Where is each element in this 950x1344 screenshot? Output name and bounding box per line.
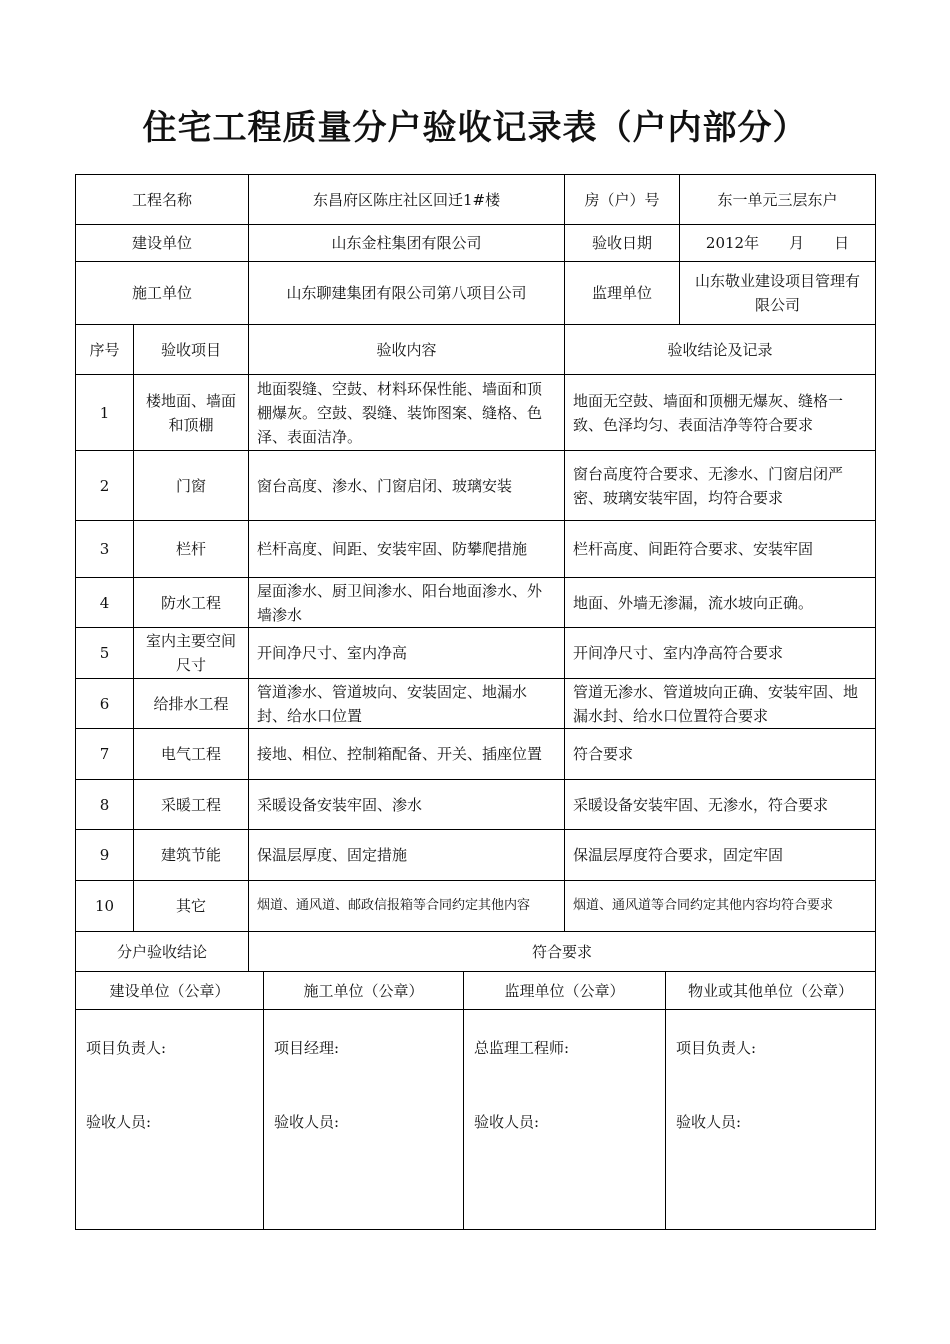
row-no: 1 — [76, 375, 134, 451]
row-content: 烟道、通风道、邮政信报箱等合同约定其他内容 — [249, 881, 565, 932]
lead-signature-line: 项目负责人: — [86, 1039, 167, 1057]
inspectors-signature-line: 验收人员: — [274, 1113, 340, 1131]
signature-cell — [264, 1010, 464, 1230]
row-content: 采暖设备安装牢固、渗水 — [249, 780, 565, 830]
row-no: 6 — [76, 679, 134, 729]
col-header-no: 序号 — [76, 325, 134, 375]
row-item: 其它 — [134, 881, 249, 932]
table-row — [76, 375, 876, 451]
row-no: 2 — [76, 451, 134, 521]
row-item: 电气工程 — [134, 729, 249, 780]
table-row — [76, 451, 876, 521]
col-header-result: 验收结论及记录 — [565, 325, 876, 375]
supervisor-label: 监理单位 — [565, 262, 680, 325]
lead-signature-line: 项目负责人: — [676, 1039, 757, 1057]
row-item: 门窗 — [134, 451, 249, 521]
row-content: 开间净尺寸、室内净高 — [249, 628, 565, 679]
acceptance-table — [75, 174, 876, 972]
row-result: 地面、外墙无渗漏，流水坡向正确。 — [565, 578, 876, 628]
row-result: 地面无空鼓、墙面和顶棚无爆灰、缝格一致、色泽均匀、表面洁净等符合要求 — [565, 375, 876, 451]
acceptance-date-value: 2012年 月 日 — [680, 225, 876, 262]
acceptance-date-label: 验收日期 — [565, 225, 680, 262]
contractor-value: 山东聊建集团有限公司第八项目公司 — [249, 262, 565, 325]
row-result: 栏杆高度、间距符合要求、安装牢固 — [565, 521, 876, 578]
signature-cell — [666, 1010, 876, 1230]
row-item: 楼地面、墙面和顶棚 — [134, 375, 249, 451]
row-result: 采暖设备安装牢固、无渗水，符合要求 — [565, 780, 876, 830]
party-builder: 建设单位（公章） — [76, 972, 264, 1010]
table-row — [76, 830, 876, 881]
col-header-content: 验收内容 — [249, 325, 565, 375]
row-content: 接地、相位、控制箱配备、开关、插座位置 — [249, 729, 565, 780]
inspectors-signature-line: 验收人员: — [86, 1113, 152, 1131]
row-result: 开间净尺寸、室内净高符合要求 — [565, 628, 876, 679]
contractor-label: 施工单位 — [76, 262, 249, 325]
party-supervisor: 监理单位（公章） — [464, 972, 666, 1010]
row-no: 8 — [76, 780, 134, 830]
row-item: 栏杆 — [134, 521, 249, 578]
signature-cell — [76, 1010, 264, 1230]
lead-signature-line: 总监理工程师: — [474, 1039, 570, 1057]
builder-label: 建设单位 — [76, 225, 249, 262]
row-content: 地面裂缝、空鼓、材料环保性能、墙面和顶棚爆灰。空鼓、裂缝、装饰图案、缝格、色泽、表面洁净。 — [249, 375, 565, 451]
table-row — [76, 729, 876, 780]
table-row — [76, 578, 876, 628]
row-item: 室内主要空间尺寸 — [134, 628, 249, 679]
row-no: 7 — [76, 729, 134, 780]
inspectors-signature-line: 验收人员: — [474, 1113, 540, 1131]
signature-table — [75, 971, 876, 1230]
col-header-item: 验收项目 — [134, 325, 249, 375]
row-content: 栏杆高度、间距、安装牢固、防攀爬措施 — [249, 521, 565, 578]
row-no: 9 — [76, 830, 134, 881]
table-row — [76, 679, 876, 729]
conclusion-value: 符合要求 — [249, 932, 876, 972]
row-item: 建筑节能 — [134, 830, 249, 881]
signature-cell — [464, 1010, 666, 1230]
party-contractor: 施工单位（公章） — [264, 972, 464, 1010]
row-content: 屋面渗水、厨卫间渗水、阳台地面渗水、外墙渗水 — [249, 578, 565, 628]
row-result: 符合要求 — [565, 729, 876, 780]
row-item: 采暖工程 — [134, 780, 249, 830]
table-row — [76, 881, 876, 932]
unit-no-value: 东一单元三层东户 — [680, 175, 876, 225]
table-row — [76, 521, 876, 578]
row-content: 窗台高度、渗水、门窗启闭、玻璃安装 — [249, 451, 565, 521]
row-no: 3 — [76, 521, 134, 578]
row-item: 给排水工程 — [134, 679, 249, 729]
conclusion-label: 分户验收结论 — [76, 932, 249, 972]
row-item: 防水工程 — [134, 578, 249, 628]
project-name-label: 工程名称 — [76, 175, 249, 225]
row-content: 管道渗水、管道坡向、安装固定、地漏水封、给水口位置 — [249, 679, 565, 729]
table-row — [76, 628, 876, 679]
row-no: 10 — [76, 881, 134, 932]
inspectors-signature-line: 验收人员: — [676, 1113, 742, 1131]
row-content: 保温层厚度、固定措施 — [249, 830, 565, 881]
row-result: 管道无渗水、管道坡向正确、安装牢固、地漏水封、给水口位置符合要求 — [565, 679, 876, 729]
project-name-value: 东昌府区陈庄社区回迁1#楼 — [249, 175, 565, 225]
row-no: 5 — [76, 628, 134, 679]
builder-value: 山东金柱集团有限公司 — [249, 225, 565, 262]
lead-signature-line: 项目经理: — [274, 1039, 340, 1057]
table-row — [76, 780, 876, 830]
party-property: 物业或其他单位（公章） — [666, 972, 876, 1010]
supervisor-value: 山东敬业建设项目管理有限公司 — [680, 262, 876, 325]
row-no: 4 — [76, 578, 134, 628]
row-result: 烟道、通风道等合同约定其他内容均符合要求 — [565, 881, 876, 932]
row-result: 保温层厚度符合要求，固定牢固 — [565, 830, 876, 881]
row-result: 窗台高度符合要求、无渗水、门窗启闭严密、玻璃安装牢固，均符合要求 — [565, 451, 876, 521]
unit-no-label: 房（户）号 — [565, 175, 680, 225]
page-title: 住宅工程质量分户验收记录表（户内部分） — [142, 108, 808, 148]
